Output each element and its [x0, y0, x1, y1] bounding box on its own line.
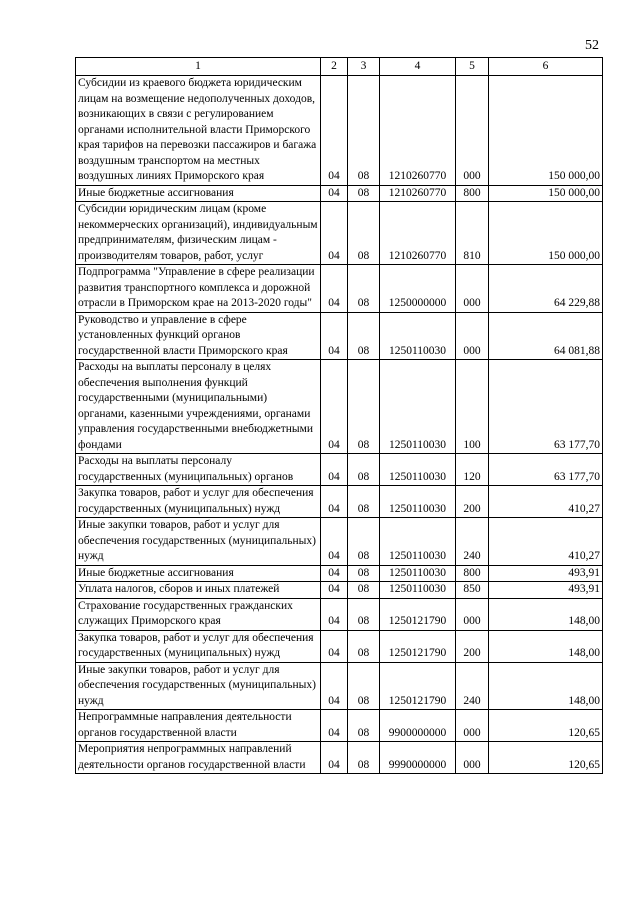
row-amount: 150 000,00: [489, 185, 603, 202]
budget-table: [75, 57, 603, 774]
row-subsection: 08: [348, 202, 380, 265]
row-section: 04: [321, 710, 348, 742]
row-target-code: 1250121790: [380, 630, 456, 662]
row-name: Мероприятия непрограммных направлений деятельности органов государственной власти: [76, 742, 321, 774]
table-row: [76, 76, 603, 186]
table-row: [76, 582, 603, 599]
row-subsection: 08: [348, 518, 380, 566]
row-name: Непрограммные направления деятельности органов государственной власти: [76, 710, 321, 742]
row-subsection: 08: [348, 662, 380, 710]
row-section: 04: [321, 486, 348, 518]
row-target-code: 1250121790: [380, 662, 456, 710]
row-section: 04: [321, 630, 348, 662]
row-section: 04: [321, 582, 348, 599]
row-subsection: 08: [348, 582, 380, 599]
table-row: [76, 360, 603, 454]
row-target-code: 1250110030: [380, 360, 456, 454]
row-expense-type: 000: [456, 265, 489, 313]
row-expense-type: 000: [456, 710, 489, 742]
column-header-1: 1: [76, 58, 321, 76]
column-header-4: 4: [380, 58, 456, 76]
row-subsection: 08: [348, 360, 380, 454]
row-amount: 493,91: [489, 565, 603, 582]
row-expense-type: 200: [456, 630, 489, 662]
table-row: [76, 598, 603, 630]
row-target-code: 1250110030: [380, 454, 456, 486]
row-target-code: 1250110030: [380, 518, 456, 566]
row-name: Иные бюджетные ассигнования: [76, 565, 321, 582]
row-name: Страхование государственных гражданских служащих Приморского края: [76, 598, 321, 630]
row-section: 04: [321, 662, 348, 710]
row-target-code: 1250110030: [380, 486, 456, 518]
column-header-3: 3: [348, 58, 380, 76]
table-row: [76, 312, 603, 360]
table-row: [76, 662, 603, 710]
row-subsection: 08: [348, 312, 380, 360]
row-amount: 410,27: [489, 518, 603, 566]
row-expense-type: 000: [456, 742, 489, 774]
row-target-code: 1250110030: [380, 582, 456, 599]
row-expense-type: 800: [456, 565, 489, 582]
row-amount: 64 229,88: [489, 265, 603, 313]
row-amount: 63 177,70: [489, 360, 603, 454]
row-expense-type: 000: [456, 312, 489, 360]
row-section: 04: [321, 76, 348, 186]
row-section: 04: [321, 202, 348, 265]
row-name: Закупка товаров, работ и услуг для обеспечения государственных (муниципальных) нужд: [76, 486, 321, 518]
row-section: 04: [321, 312, 348, 360]
row-expense-type: 200: [456, 486, 489, 518]
column-header-5: 5: [456, 58, 489, 76]
row-amount: 64 081,88: [489, 312, 603, 360]
table-row: [76, 630, 603, 662]
row-target-code: 1250110030: [380, 312, 456, 360]
row-section: 04: [321, 360, 348, 454]
row-target-code: 9990000000: [380, 742, 456, 774]
table-row: [76, 710, 603, 742]
table-row: [76, 565, 603, 582]
row-name: Субсидии из краевого бюджета юридическим лицам на возмещение недополученных доходов, возникающих в связи с регулированием органами исполнительной власти Приморского края тарифов на перевозки пассажиров и багажа воздушным транспортом на местных воздушных линиях Приморского края: [76, 76, 321, 186]
row-subsection: 08: [348, 565, 380, 582]
row-expense-type: 000: [456, 598, 489, 630]
row-amount: 120,65: [489, 710, 603, 742]
row-name: Расходы на выплаты персоналу в целях обеспечения выполнения функций государственными (муниципальными) органами, казенными учреждениями, органами управления государственными внебюджетными фондами: [76, 360, 321, 454]
row-subsection: 08: [348, 76, 380, 186]
column-header-2: 2: [321, 58, 348, 76]
row-subsection: 08: [348, 454, 380, 486]
row-section: 04: [321, 742, 348, 774]
row-section: 04: [321, 565, 348, 582]
row-expense-type: 800: [456, 185, 489, 202]
row-name: Подпрограмма "Управление в сфере реализации развития транспортного комплекса и дорожной отрасли в Приморском крае на 2013-2020 годы": [76, 265, 321, 313]
row-amount: 150 000,00: [489, 202, 603, 265]
row-expense-type: 000: [456, 76, 489, 186]
row-target-code: 1250121790: [380, 598, 456, 630]
table-row: [76, 202, 603, 265]
row-section: 04: [321, 518, 348, 566]
row-name: Руководство и управление в сфере установленных функций органов государственной власти Приморского края: [76, 312, 321, 360]
header-row: [76, 58, 603, 76]
row-expense-type: 810: [456, 202, 489, 265]
row-expense-type: 240: [456, 662, 489, 710]
row-subsection: 08: [348, 486, 380, 518]
page-number: 52: [585, 38, 599, 53]
row-name: Иные бюджетные ассигнования: [76, 185, 321, 202]
row-amount: 63 177,70: [489, 454, 603, 486]
table-body: [76, 76, 603, 774]
row-target-code: 1250000000: [380, 265, 456, 313]
row-section: 04: [321, 454, 348, 486]
row-name: Иные закупки товаров, работ и услуг для обеспечения государственных (муниципальных) нужд: [76, 518, 321, 566]
row-subsection: 08: [348, 742, 380, 774]
row-section: 04: [321, 598, 348, 630]
row-name: Иные закупки товаров, работ и услуг для обеспечения государственных (муниципальных) нужд: [76, 662, 321, 710]
row-expense-type: 120: [456, 454, 489, 486]
row-section: 04: [321, 185, 348, 202]
table-row: [76, 265, 603, 313]
row-target-code: 1210260770: [380, 202, 456, 265]
table-row: [76, 185, 603, 202]
row-section: 04: [321, 265, 348, 313]
row-expense-type: 850: [456, 582, 489, 599]
row-amount: 148,00: [489, 598, 603, 630]
row-subsection: 08: [348, 710, 380, 742]
row-target-code: 1250110030: [380, 565, 456, 582]
table-row: [76, 742, 603, 774]
row-subsection: 08: [348, 265, 380, 313]
row-expense-type: 240: [456, 518, 489, 566]
row-target-code: 1210260770: [380, 76, 456, 186]
row-subsection: 08: [348, 630, 380, 662]
row-expense-type: 100: [456, 360, 489, 454]
table-row: [76, 454, 603, 486]
row-target-code: 1210260770: [380, 185, 456, 202]
row-subsection: 08: [348, 598, 380, 630]
row-amount: 410,27: [489, 486, 603, 518]
row-amount: 148,00: [489, 630, 603, 662]
row-name: Уплата налогов, сборов и иных платежей: [76, 582, 321, 599]
row-amount: 120,65: [489, 742, 603, 774]
column-header-6: 6: [489, 58, 603, 76]
table-row: [76, 486, 603, 518]
row-amount: 150 000,00: [489, 76, 603, 186]
row-name: Расходы на выплаты персоналу государственных (муниципальных) органов: [76, 454, 321, 486]
row-target-code: 9900000000: [380, 710, 456, 742]
row-amount: 148,00: [489, 662, 603, 710]
row-subsection: 08: [348, 185, 380, 202]
row-name: Закупка товаров, работ и услуг для обеспечения государственных (муниципальных) нужд: [76, 630, 321, 662]
row-name: Субсидии юридическим лицам (кроме некоммерческих организаций), индивидуальным предпринимателям, физическим лицам - производителям товаров, работ, услуг: [76, 202, 321, 265]
row-amount: 493,91: [489, 582, 603, 599]
table-row: [76, 518, 603, 566]
